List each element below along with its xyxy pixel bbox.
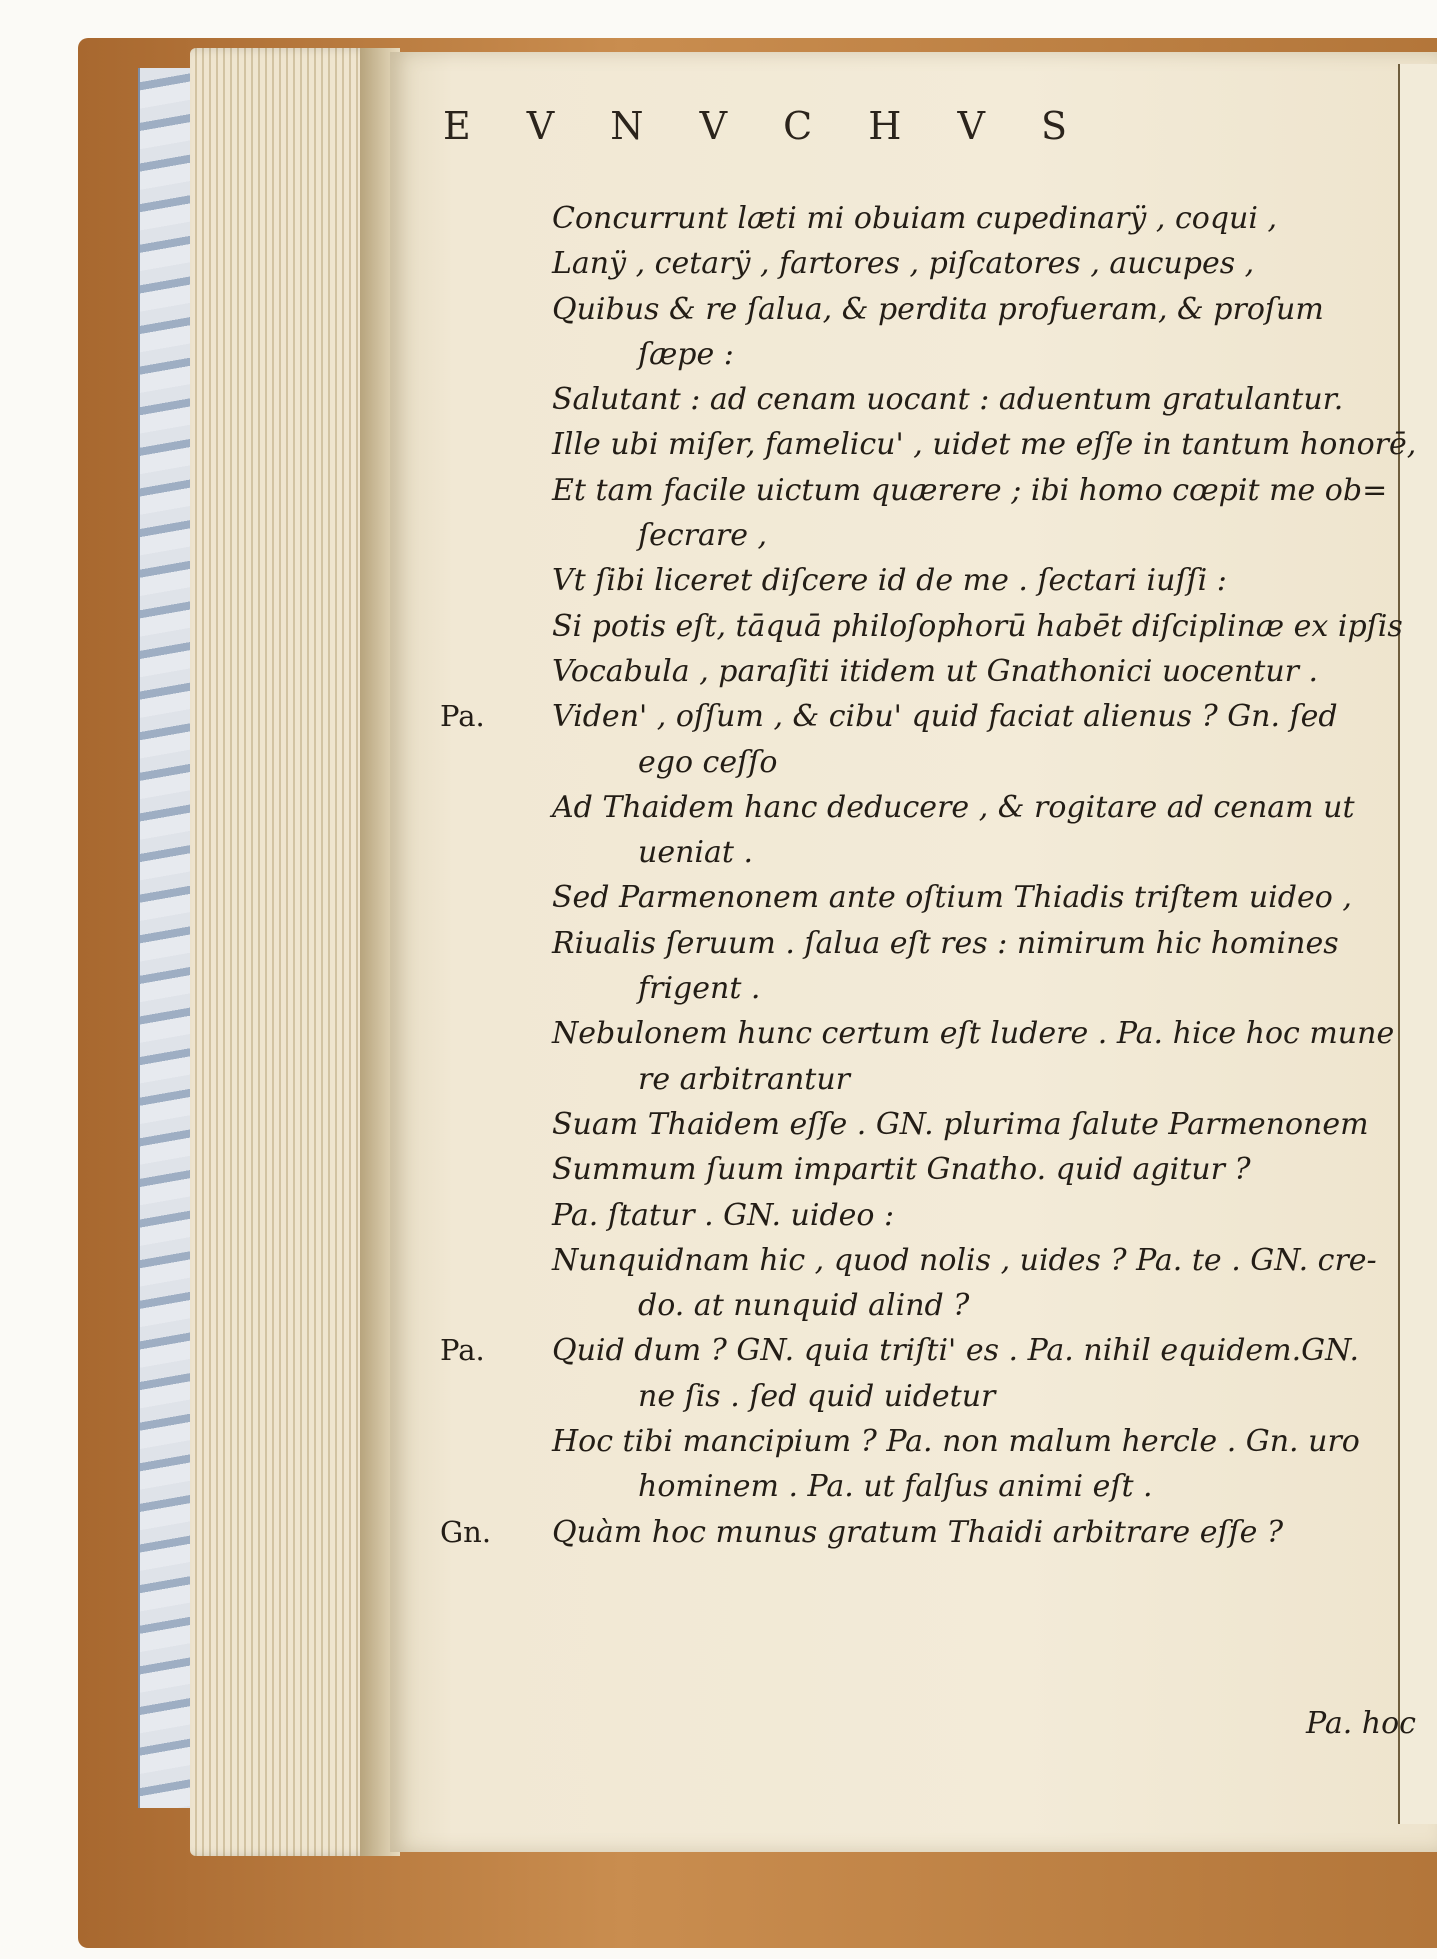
- text-line: [552, 1419, 1412, 1464]
- text-line: [552, 468, 1412, 513]
- line-text: frigent .: [638, 971, 761, 1007]
- line-text: Concurrunt læti mi obuiam cupedinarÿ , coqui ,: [552, 201, 1278, 236]
- text-line: [552, 1374, 1412, 1419]
- line-text: ego ceſſo: [638, 744, 778, 780]
- text-line: [552, 1147, 1412, 1192]
- text-line: [552, 422, 1417, 467]
- text-block: [440, 196, 1417, 1555]
- text-line: [552, 196, 1412, 241]
- line-text: Suam Thaidem eſſe . GN. plurima ſalute Parmenonem: [552, 1106, 1369, 1142]
- text-line: [552, 377, 1412, 422]
- line-text: Et tam facile uictum quærere ; ibi homo cœpit me ob=: [552, 472, 1388, 508]
- line-text: Si potis eſt, tāquā philoſophorū habēt diſciplinæ ex ipſis: [552, 608, 1403, 644]
- text-line: [440, 1510, 1412, 1555]
- line-text: re arbitrantur: [638, 1061, 850, 1097]
- text-line: [552, 740, 1412, 785]
- line-text: Salutant : ad cenam uocant : aduentum gratulantur.: [552, 382, 1344, 418]
- page-edges: [190, 48, 380, 1856]
- text-line: [552, 966, 1412, 1011]
- line-text: Vocabula , paraſiti itidem ut Gnathonici uocentur .: [552, 653, 1319, 689]
- line-text: Quid dum ? GN. quia triſti' es . Pa. nihil equidem.GN.: [552, 1333, 1359, 1369]
- speaker-label: Pa.: [440, 1333, 485, 1368]
- line-text: Quibus & re ſalua, & perdita profueram, & proſum: [552, 291, 1324, 327]
- text-line: [440, 1328, 1412, 1373]
- text-line: [552, 875, 1412, 920]
- text-line: [552, 332, 1412, 377]
- line-text: Pa. ſtatur . GN. uideo :: [552, 1197, 895, 1233]
- text-line: [552, 1283, 1412, 1328]
- text-line: [552, 649, 1412, 694]
- text-line: [552, 830, 1412, 875]
- text-line: [552, 1464, 1412, 1509]
- text-line: [552, 513, 1412, 558]
- line-text: Riualis ſeruum . ſalua eſt res : nimirum hic homines: [552, 925, 1339, 961]
- line-text: hominem . Pa. ut falſus animi eſt .: [638, 1469, 1153, 1505]
- text-line: [552, 1057, 1412, 1102]
- text-line: [552, 241, 1412, 286]
- text-line: [440, 694, 1412, 739]
- line-text: ne ſis . ſed quid uidetur: [638, 1378, 996, 1414]
- line-text: Lanÿ , cetarÿ , fartores , piſcatores , aucupes ,: [552, 246, 1255, 282]
- line-text: ueniat .: [638, 835, 754, 871]
- text-line: [552, 1193, 1412, 1238]
- line-text: Ille ubi miſer, famelicu' , uidet me eſſe in tantum honorē,: [552, 427, 1417, 463]
- text-line: [552, 1238, 1412, 1283]
- text-line: [552, 287, 1412, 332]
- text-line: [552, 604, 1412, 649]
- line-text: Viden' , oſſum , & cibu' quid faciat alienus ? Gn. ſed: [552, 699, 1338, 735]
- line-text: Vt ſibi liceret diſcere id de me . ſectari iuſſi :: [552, 563, 1227, 599]
- line-text: ſecrare ,: [638, 518, 768, 554]
- line-text: Hoc tibi mancipium ? Pa. non malum hercle . Gn. uro: [552, 1424, 1360, 1460]
- text-line: [552, 558, 1412, 603]
- line-text: Ad Thaidem hanc deducere , & rogitare ad cenam ut: [552, 789, 1355, 825]
- line-text: Quàm hoc munus gratum Thaidi arbitrare eſſe ?: [552, 1514, 1284, 1550]
- line-text: Nebulonem hunc certum eſt ludere . Pa. hice hoc mune: [552, 1016, 1395, 1052]
- text-line: [552, 785, 1412, 830]
- line-text: do. at nunquid alind ?: [638, 1288, 970, 1324]
- text-line: [552, 1011, 1412, 1056]
- catchword: Pa. hoc: [1306, 1706, 1416, 1741]
- line-text: Nunquidnam hic , quod nolis , uides ? Pa. te . GN. cre-: [552, 1242, 1377, 1278]
- line-text: Summum ſuum impartit Gnatho. quid agitur ?: [552, 1152, 1251, 1188]
- text-line: [552, 921, 1412, 966]
- speaker-label: Gn.: [440, 1514, 492, 1549]
- line-text: ſæpe :: [638, 336, 734, 372]
- running-title: E V N V C H V S: [442, 104, 1090, 148]
- line-text: Sed Parmenonem ante oſtium Thiadis triſtem uideo ,: [552, 880, 1352, 916]
- text-line: [552, 1102, 1412, 1147]
- speaker-label: Pa.: [440, 699, 485, 734]
